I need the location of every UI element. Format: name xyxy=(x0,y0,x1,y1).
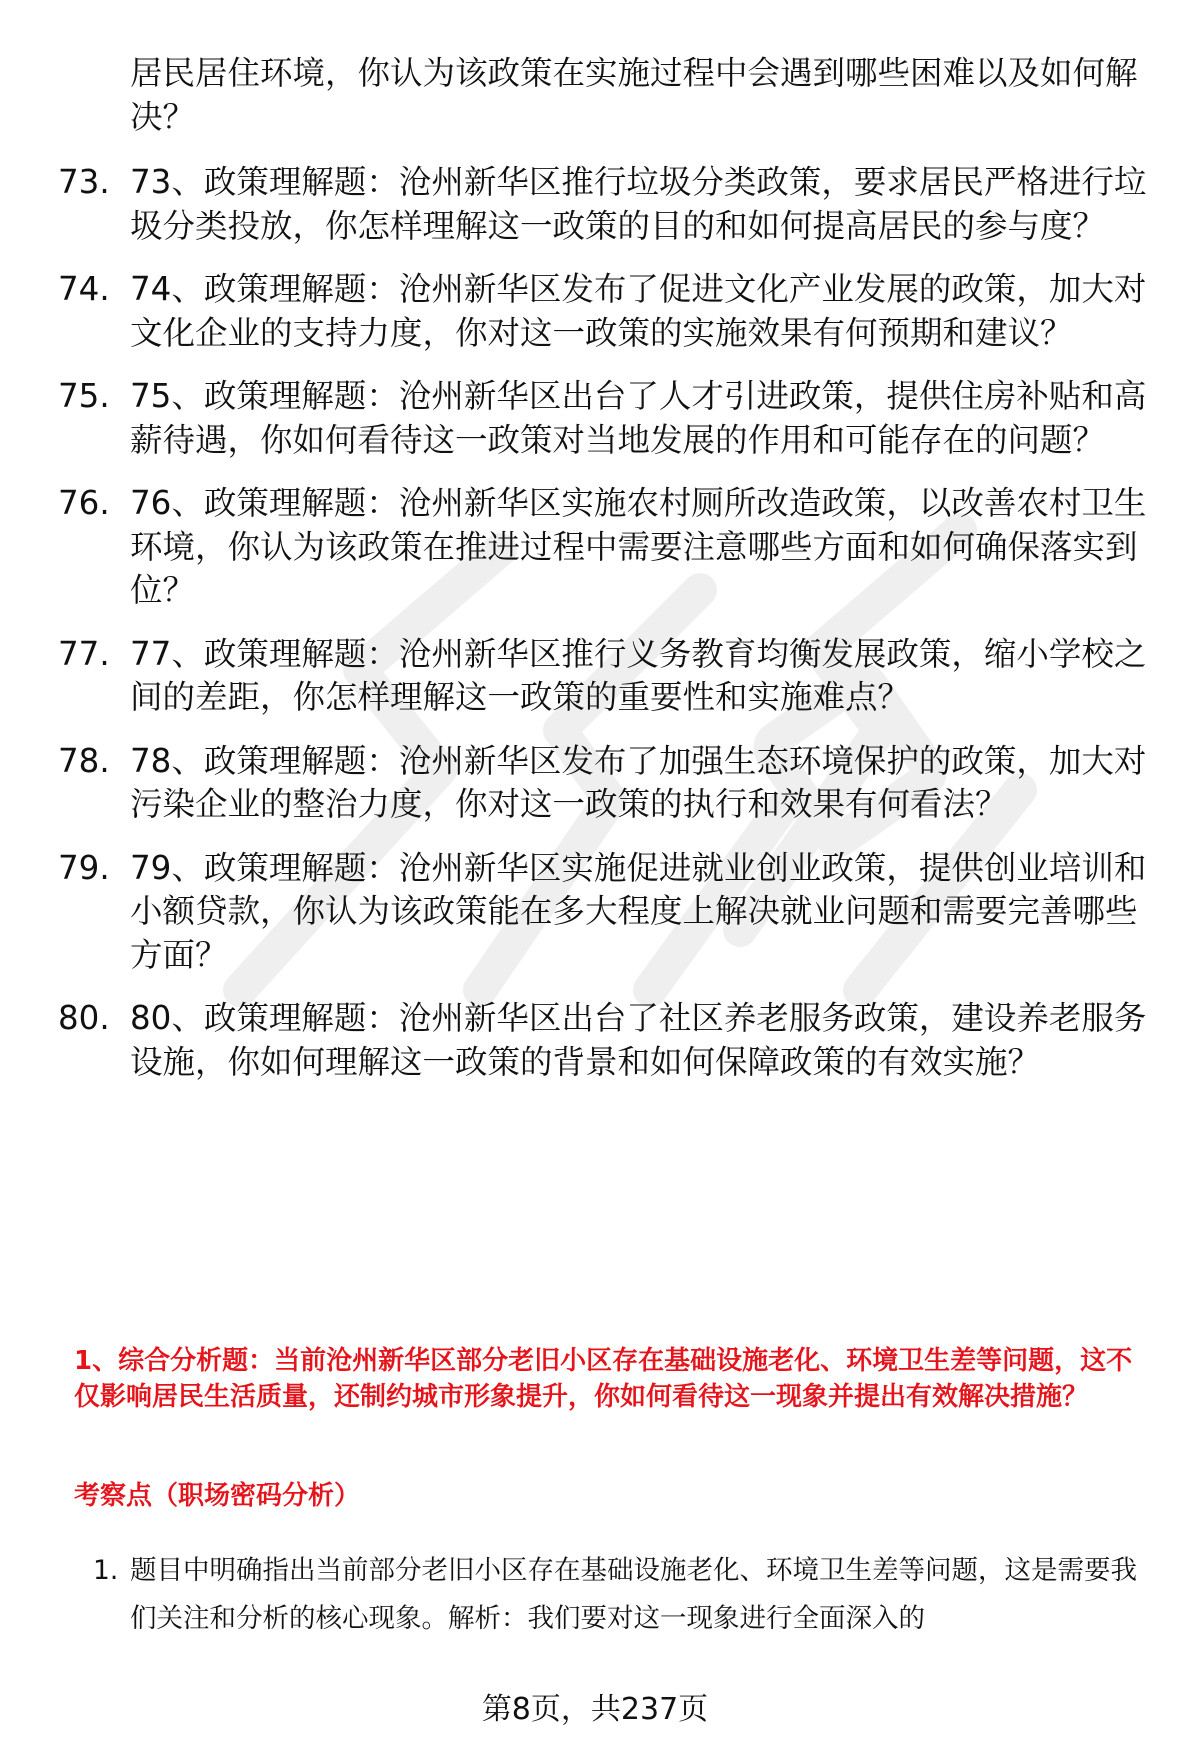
question-number: 78. xyxy=(58,741,110,780)
question-text: 77、政策理解题：沧州新华区推行义务教育均衡发展政策，缩小学校之间的差距，你怎样理解这一政策的重要性和实施难点？ xyxy=(130,634,1147,716)
answer-text: 题目中明确指出当前部分老旧小区存在基础设施老化、环境卫生差等问题，这是需要我们关注和分析的核心现象。解析：我们要对这一现象进行全面深入的 xyxy=(130,1555,1137,1634)
question-text: 75、政策理解题：沧州新华区出台了人才引进政策，提供住房补贴和高薪待遇，你如何看待这一政策对当地发展的作用和可能存在的问题？ xyxy=(130,377,1147,459)
page-footer: 第8页，共237页 xyxy=(481,1692,709,1727)
question-text: 73、政策理解题：沧州新华区推行垃圾分类政策，要求居民严格进行垃圾分类投放，你怎样理解这一政策的目的和如何提高居民的参与度？ xyxy=(130,163,1147,245)
question-text: 79、政策理解题：沧州新华区实施促进就业创业政策，提供创业培训和小额贷款，你认为该政策能在多大程度上解决就业问题和需要完善哪些方面？ xyxy=(130,848,1147,974)
list-item xyxy=(0,161,1190,248)
list-item xyxy=(0,375,1190,462)
question-number: 73. xyxy=(58,163,110,201)
list-item xyxy=(0,633,1190,720)
list-item xyxy=(0,997,1190,1084)
question-text: 78、政策理解题：沧州新华区发布了加强生态环境保护的政策，加大对污染企业的整治力度，你对这一政策的执行和效果有何看法？ xyxy=(130,741,1147,823)
list-item xyxy=(0,847,1190,978)
question-number: 75. xyxy=(58,377,110,415)
question-text: 80、政策理解题：沧州新华区出台了社区养老服务政策，建设养老服务设施，你如何理解这一政策的背景和如何保障政策的有效实施？ xyxy=(130,999,1147,1081)
list-item xyxy=(0,1547,1190,1643)
list-item-continuation xyxy=(0,52,1190,139)
list-item xyxy=(0,482,1190,613)
question-number: 79. xyxy=(58,848,110,887)
question-number: 74. xyxy=(58,270,110,308)
answer-number: 1. xyxy=(93,1555,119,1586)
question-number: 80. xyxy=(58,999,110,1037)
question-number: 76. xyxy=(58,484,110,522)
list-item xyxy=(0,268,1190,355)
question-text: 居民居住环境，你认为该政策在实施过程中会遇到哪些困难以及如何解决？ xyxy=(130,54,1138,136)
section-question-heading: 1、综合分析题：当前沧州新华区部分老旧小区存在基础设施老化、环境卫生差等问题，这不仅影响居民生活质量，还制约城市形象提升，你如何看待这一现象并提出有效解决措施？ xyxy=(74,1346,1133,1412)
question-number: 77. xyxy=(58,634,110,673)
question-text: 74、政策理解题：沧州新华区发布了促进文化产业发展的政策，加大对文化企业的支持力度，你对这一政策的实施效果有何预期和建议？ xyxy=(130,270,1147,352)
section-subheading: 考察点（职场密码分析） xyxy=(74,1481,361,1511)
answer-list xyxy=(0,1547,1190,1643)
question-text: 76、政策理解题：沧州新华区实施农村厕所改造政策，以改善农村卫生环境，你认为该政策在推进过程中需要注意哪些方面和如何确保落实到位？ xyxy=(130,484,1147,609)
question-list xyxy=(0,52,1190,1104)
list-item xyxy=(0,740,1190,827)
